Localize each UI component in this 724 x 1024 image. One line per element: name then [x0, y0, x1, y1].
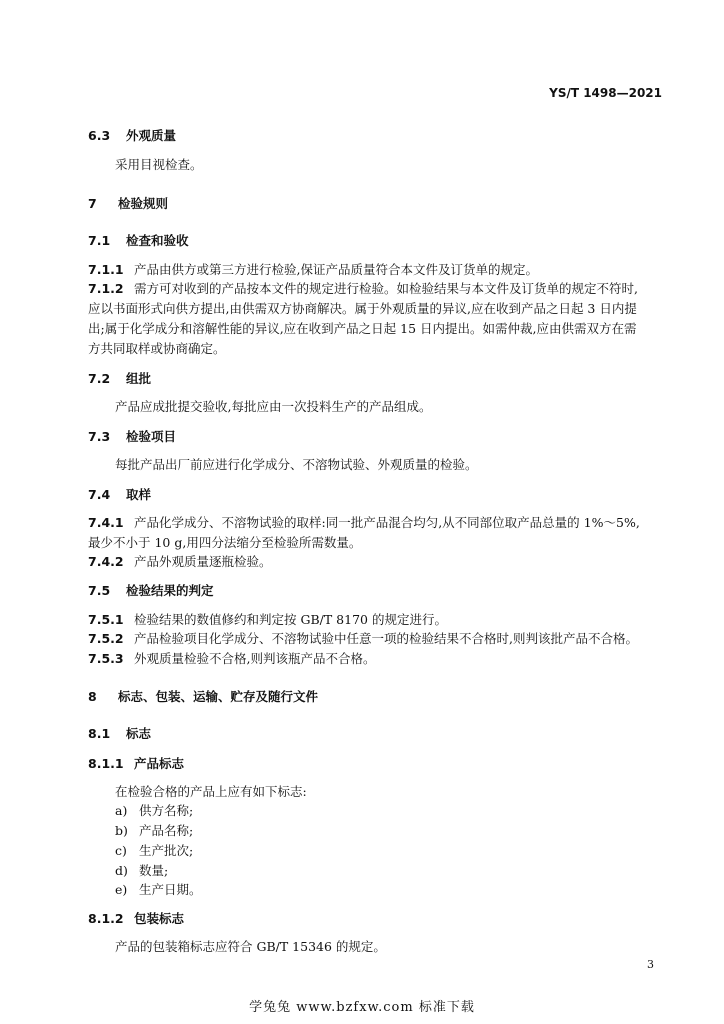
clause-number: 7.5.3	[88, 651, 124, 666]
clause-number: 7.5.2	[88, 631, 124, 646]
section-7-4-heading	[88, 486, 151, 504]
clause-number: 7.4.2	[88, 554, 124, 569]
clause-number: 7.4.1	[88, 515, 124, 530]
section-number: 8	[88, 689, 97, 704]
clause-text: 产品化学成分、不溶物试验的取样:同一批产品混合均匀,从不同部位取产品总量的 1%～5%,	[134, 515, 640, 530]
clause-7-1-2-line-2: 应以书面形式向供方提出,由供需双方协商解决。属于外观质量的异议,应在收到产品之日起 3 日内提	[88, 301, 637, 316]
section-title: 标志、包装、运输、贮存及随行文件	[118, 689, 319, 704]
list-text: 生产批次;	[139, 843, 194, 858]
clause-text: 产品外观质量逐瓶检验。	[134, 554, 272, 569]
clause-number: 7.1.1	[88, 262, 124, 277]
list-item	[115, 881, 202, 899]
clause-7-5-1	[88, 611, 447, 629]
clause-text: 检验结果的数值修约和判定按 GB/T 8170 的规定进行。	[134, 612, 447, 627]
section-7-3-heading	[88, 428, 176, 446]
section-title: 产品标志	[134, 756, 185, 771]
clause-text: 外观质量检验不合格,则判该瓶产品不合格。	[134, 651, 376, 666]
clause-text: 产品由供方或第三方进行检验,保证产品质量符合本文件及订货单的规定。	[134, 262, 538, 277]
section-title: 检验结果的判定	[126, 583, 214, 598]
clause-7-1-1	[88, 261, 538, 279]
section-8-1-heading	[88, 725, 151, 743]
section-number: 7.4	[88, 487, 111, 502]
list-letter: c)	[115, 843, 127, 858]
list-text: 数量;	[139, 863, 169, 878]
list-item	[115, 802, 193, 820]
list-letter: e)	[115, 882, 128, 897]
list-text: 供方名称;	[139, 803, 194, 818]
list-letter: b)	[115, 823, 128, 838]
list-item	[115, 842, 193, 860]
section-number: 7	[88, 196, 97, 211]
section-8-heading	[88, 688, 318, 706]
page-number: 3	[647, 958, 654, 971]
section-number: 7.5	[88, 583, 111, 598]
section-7-heading	[88, 195, 168, 213]
section-7-1-heading	[88, 232, 189, 250]
section-title: 包装标志	[134, 911, 185, 926]
list-letter: d)	[115, 863, 128, 878]
footer-watermark: 学兔兔 www.bzfxw.com 标准下载	[249, 1000, 475, 1015]
section-title: 检验规则	[118, 196, 169, 211]
clause-7-5-3	[88, 650, 375, 668]
clause-7-4-2	[88, 553, 272, 571]
section-8-1-2-heading	[88, 910, 184, 928]
list-letter: a)	[115, 803, 128, 818]
clause-7-5-2	[88, 630, 638, 648]
section-number: 7.2	[88, 371, 111, 386]
section-number: 8.1	[88, 726, 111, 741]
section-number: 6.3	[88, 128, 111, 143]
section-number: 8.1.1	[88, 756, 124, 771]
section-title: 外观质量	[126, 128, 177, 143]
section-8-1-1-heading	[88, 755, 184, 773]
section-7-5-heading	[88, 582, 214, 600]
clause-7-1-2-line-4: 方共同取样或协商确定。	[88, 341, 226, 356]
section-title: 检查和验收	[126, 233, 189, 248]
section-title: 标志	[126, 726, 152, 741]
section-8-1-1-intro: 在检验合格的产品上应有如下标志:	[115, 784, 307, 799]
section-8-1-2-text: 产品的包装箱标志应符合 GB/T 15346 的规定。	[115, 939, 386, 954]
clause-number: 7.1.2	[88, 281, 124, 296]
clause-7-4-1-line-1	[88, 514, 640, 532]
section-7-3-text: 每批产品出厂前应进行化学成分、不溶物试验、外观质量的检验。	[115, 457, 478, 472]
standard-code-header: YS/T 1498—2021	[549, 86, 662, 100]
section-title: 组批	[126, 371, 152, 386]
section-6-3-text: 采用目视检查。	[115, 157, 203, 172]
clause-7-1-2-line-3: 出;属于化学成分和溶解性能的异议,应在收到产品之日起 15 日内提出。如需仲裁,应由供需双方在需	[88, 321, 637, 336]
clause-text: 产品检验项目化学成分、不溶物试验中任意一项的检验结果不合格时,则判该批产品不合格。	[134, 631, 638, 646]
section-7-2-text: 产品应成批提交验收,每批应由一次投料生产的产品组成。	[115, 399, 432, 414]
list-text: 生产日期。	[139, 882, 202, 897]
section-number: 7.1	[88, 233, 111, 248]
section-6-3-heading	[88, 127, 176, 145]
clause-text: 需方可对收到的产品按本文件的规定进行检验。如检验结果与本文件及订货单的规定不符时,	[134, 281, 638, 296]
list-item	[115, 822, 193, 840]
clause-number: 7.5.1	[88, 612, 124, 627]
list-text: 产品名称;	[139, 823, 194, 838]
section-title: 检验项目	[126, 429, 177, 444]
section-7-2-heading	[88, 370, 151, 388]
clause-7-1-2-line-1	[88, 280, 638, 298]
list-item	[115, 862, 168, 880]
section-title: 取样	[126, 487, 152, 502]
section-number: 7.3	[88, 429, 111, 444]
section-number: 8.1.2	[88, 911, 124, 926]
clause-7-4-1-line-2: 最少不小于 10 g,用四分法缩分至检验所需数量。	[88, 535, 362, 550]
